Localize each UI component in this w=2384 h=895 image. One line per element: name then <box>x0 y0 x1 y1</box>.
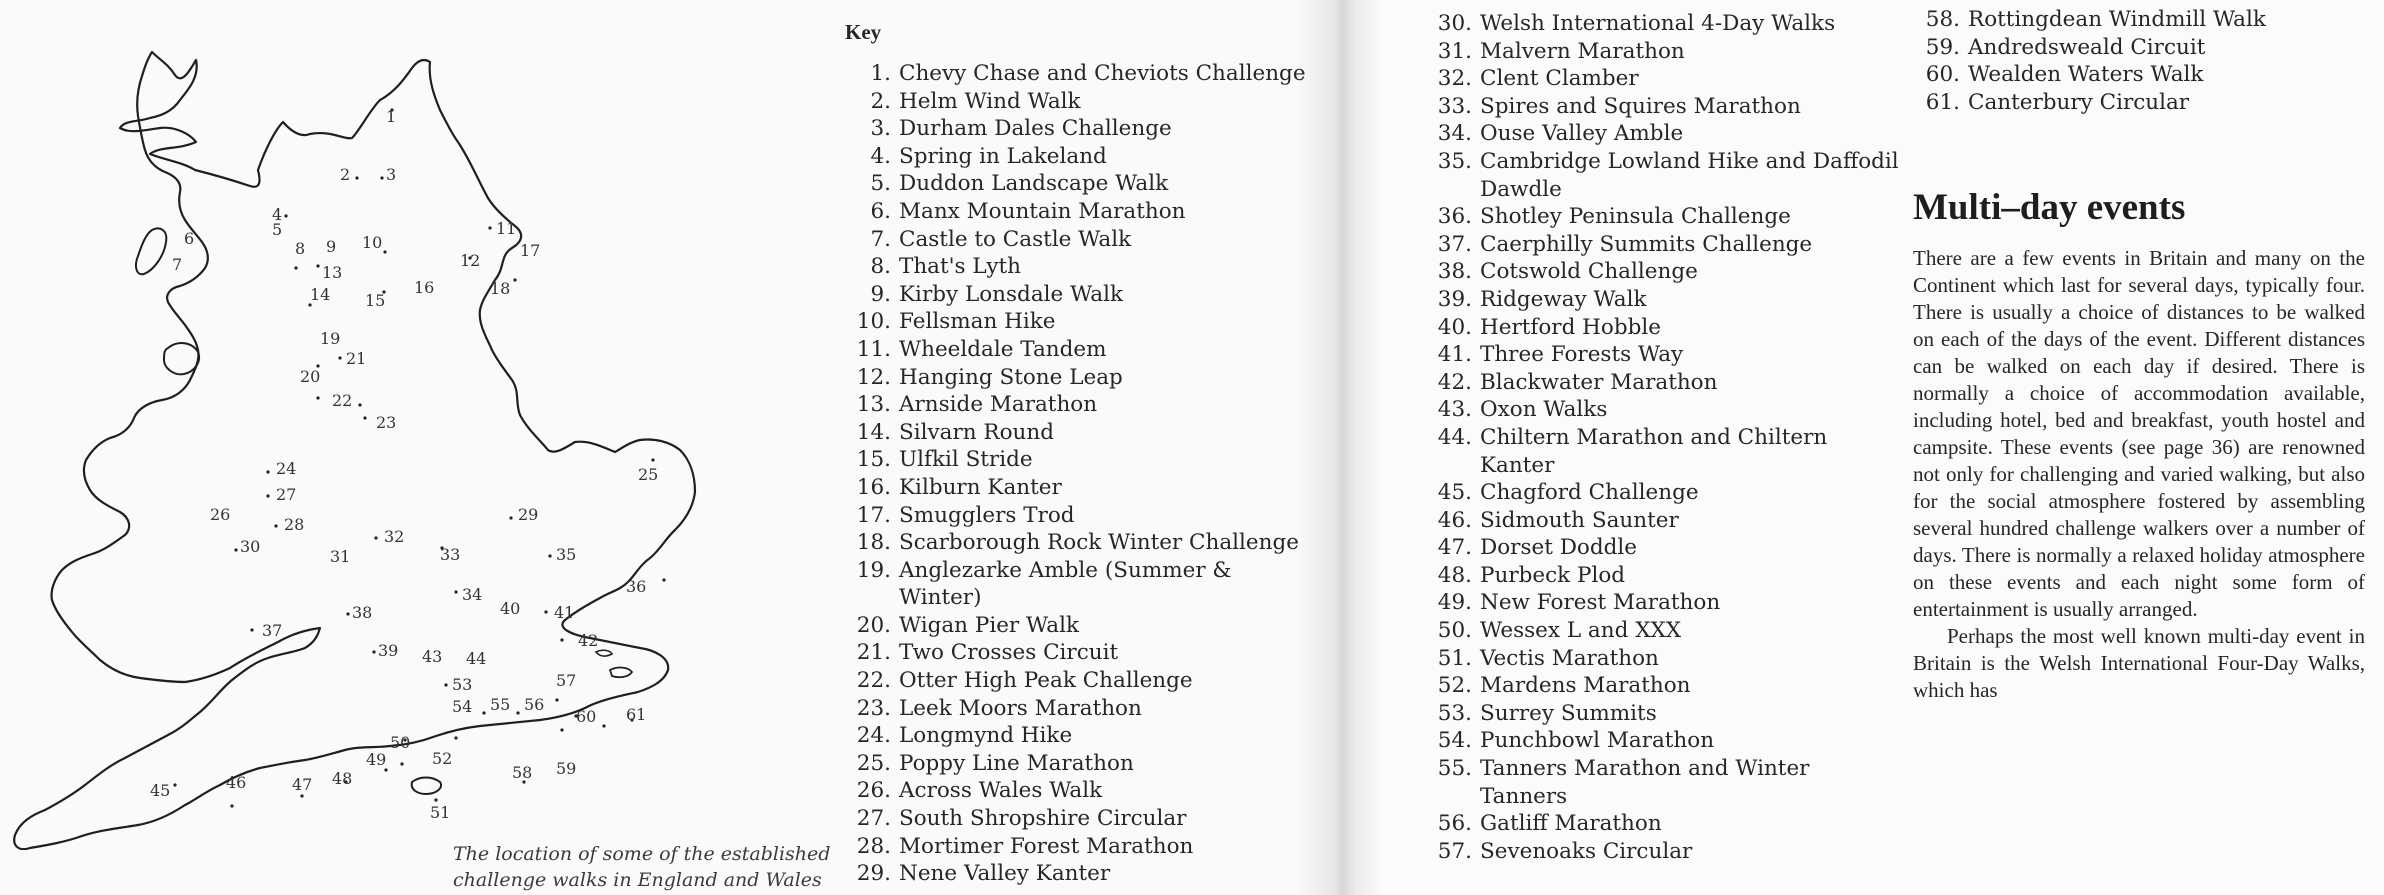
key-item <box>1423 65 1903 93</box>
map-label-49: 49 <box>366 750 387 769</box>
key-item-name: Ulfkil Stride <box>899 447 1033 473</box>
key-item <box>1423 672 1903 700</box>
map-label-23: 23 <box>376 413 397 432</box>
key-item <box>1423 534 1903 562</box>
key-item-number: 34. <box>1437 121 1472 147</box>
map-label-58: 58 <box>512 763 533 782</box>
key-item-number: 56. <box>1437 811 1472 837</box>
key-item-number: 11. <box>856 336 891 362</box>
key-item <box>842 88 1312 116</box>
map-label-5: 5 <box>272 220 283 239</box>
key-item <box>842 722 1312 750</box>
map-label-30: 30 <box>240 537 261 556</box>
map-label-31: 31 <box>330 547 351 566</box>
key-item <box>842 777 1312 805</box>
map-label-4: 4 <box>272 205 283 224</box>
key-item-number: 44. <box>1437 424 1472 450</box>
key-item-name: Purbeck Plod <box>1480 562 1626 588</box>
key-item-number: 5. <box>870 171 891 197</box>
key-item-number: 46. <box>1437 507 1472 533</box>
map-label-54: 54 <box>452 697 473 716</box>
key-item-name: Surrey Summits <box>1480 700 1657 726</box>
key-item <box>1423 38 1903 66</box>
key-item-number: 18. <box>856 530 891 556</box>
key-item <box>1911 89 2381 117</box>
key-item-name: Nene Valley Kanter <box>899 861 1111 887</box>
key-item-number: 31. <box>1437 38 1472 64</box>
key-item-name: Castle to Castle Walk <box>899 226 1132 252</box>
key-item-number: 45. <box>1437 480 1472 506</box>
key-item-number: 25. <box>856 750 891 776</box>
map-label-2: 2 <box>340 165 351 184</box>
map-label-32: 32 <box>384 527 405 546</box>
key-item-number: 57. <box>1437 838 1472 864</box>
key-item-name: Arnside Marathon <box>899 392 1098 418</box>
key-item <box>842 143 1312 171</box>
key-item-number: 47. <box>1437 535 1472 561</box>
key-item-name: Wheeldale Tandem <box>899 336 1107 362</box>
key-item-name: Durham Dales Challenge <box>899 116 1172 142</box>
england-wales-map <box>0 30 840 850</box>
key-item-number: 43. <box>1437 397 1472 423</box>
key-item-number: 8. <box>870 254 891 280</box>
map-label-44: 44 <box>466 649 487 668</box>
key-item-name: Punchbowl Marathon <box>1480 728 1715 754</box>
map-label-36: 36 <box>626 577 647 596</box>
key-item-name: Tanners Marathon and Winter Tanners <box>1480 756 1810 809</box>
key-item-name: Sevenoaks Circular <box>1480 838 1693 864</box>
key-item-name: Spring in Lakeland <box>899 143 1107 169</box>
isle-of-man <box>136 229 166 275</box>
key-item-number: 33. <box>1437 93 1472 119</box>
key-item <box>842 198 1312 226</box>
key-item-name: Shotley Peninsula Challenge <box>1480 204 1791 230</box>
map-label-60: 60 <box>576 707 597 726</box>
key-item-name: Caerphilly Summits Challenge <box>1480 231 1813 257</box>
map-label-38: 38 <box>352 603 373 622</box>
key-item-number: 6. <box>870 198 891 224</box>
map-label-56: 56 <box>524 695 545 714</box>
key-item-name: Oxon Walks <box>1480 397 1608 423</box>
key-item-number: 26. <box>856 778 891 804</box>
key-item-name: Silvarn Round <box>899 419 1054 445</box>
map-label-40: 40 <box>500 599 521 618</box>
map-label-10: 10 <box>362 233 383 252</box>
key-item <box>842 557 1312 612</box>
key-item-number: 27. <box>856 806 891 832</box>
key-item-name: Welsh International 4-Day Walks <box>1480 11 1836 36</box>
map-label-26: 26 <box>210 505 231 524</box>
key-item-number: 2. <box>870 88 891 114</box>
map-label-45: 45 <box>150 781 171 800</box>
map-label-59: 59 <box>556 759 577 778</box>
key-item-name: Across Wales Walk <box>899 778 1103 804</box>
key-item <box>842 667 1312 695</box>
key-item <box>842 253 1312 281</box>
section-title: Multi–day events <box>1913 187 2186 228</box>
key-item <box>1911 61 2381 89</box>
key-item-name: Malvern Marathon <box>1480 38 1685 64</box>
key-item-name: Clent Clamber <box>1480 66 1639 92</box>
key-item <box>842 336 1312 364</box>
isle-of-wight <box>412 778 441 795</box>
map-label-28: 28 <box>284 515 305 534</box>
map-label-25: 25 <box>638 465 659 484</box>
key-item <box>842 364 1312 392</box>
map-label-46: 46 <box>226 773 247 792</box>
anglesey <box>164 343 199 374</box>
key-item-number: 60. <box>1925 62 1960 88</box>
key-item-name: Wealden Waters Walk <box>1968 62 2204 88</box>
key-item <box>842 60 1312 88</box>
key-item-name: Kilburn Kanter <box>899 474 1062 500</box>
key-item <box>1423 617 1903 645</box>
map-svg <box>0 30 840 850</box>
map-label-21: 21 <box>346 349 367 368</box>
key-item-number: 49. <box>1437 590 1472 616</box>
map-label-53: 53 <box>452 675 473 694</box>
map-label-34: 34 <box>462 585 483 604</box>
key-item-number: 53. <box>1437 700 1472 726</box>
key-item-number: 21. <box>856 640 891 666</box>
key-item-name: Chevy Chase and Cheviots Challenge <box>899 61 1306 86</box>
key-item <box>842 502 1312 530</box>
map-label-6: 6 <box>184 229 195 248</box>
map-label-22: 22 <box>332 391 353 410</box>
book-gutter <box>1300 0 1380 895</box>
map-label-61: 61 <box>626 705 647 724</box>
key-item-name: Sidmouth Saunter <box>1480 507 1679 533</box>
key-item-number: 41. <box>1437 342 1472 368</box>
key-item <box>842 391 1312 419</box>
key-item-name: Chagford Challenge <box>1480 480 1699 506</box>
map-label-52: 52 <box>432 749 453 768</box>
key-item-name: South Shropshire Circular <box>899 806 1187 832</box>
location-dots <box>173 108 665 807</box>
key-item-name: Spires and Squires Marathon <box>1480 93 1801 119</box>
key-item-name: Cotswold Challenge <box>1480 259 1698 285</box>
key-item-name: Gatliff Marathon <box>1480 811 1662 837</box>
key-item <box>1423 120 1903 148</box>
key-item <box>1423 314 1903 342</box>
key-item <box>842 860 1312 888</box>
map-label-27: 27 <box>276 485 297 504</box>
mainland-coastline <box>14 52 695 849</box>
key-item <box>842 639 1312 667</box>
key-item <box>1423 10 1903 38</box>
key-item <box>1423 258 1903 286</box>
key-item-name: Dorset Doddle <box>1480 535 1637 561</box>
key-item-number: 10. <box>856 309 891 335</box>
key-item-name: Duddon Landscape Walk <box>899 171 1169 197</box>
key-item-number: 37. <box>1437 231 1472 257</box>
key-item <box>1423 645 1903 673</box>
map-label-15: 15 <box>365 291 386 310</box>
key-item-number: 20. <box>856 612 891 638</box>
map-label-33: 33 <box>440 545 461 564</box>
key-item <box>1423 424 1903 479</box>
key-item-number: 12. <box>856 364 891 390</box>
key-item <box>1423 93 1903 121</box>
sheppey <box>610 668 632 678</box>
key-item-number: 24. <box>856 723 891 749</box>
key-item-number: 3. <box>870 116 891 142</box>
key-item-name: Three Forests Way <box>1480 342 1684 368</box>
map-label-8: 8 <box>295 239 306 258</box>
key-item-name: Ridgeway Walk <box>1480 286 1647 312</box>
key-item-number: 1. <box>870 61 891 86</box>
key-item-number: 58. <box>1925 7 1960 32</box>
key-item <box>842 226 1312 254</box>
caption-line-2: challenge walks in England and Wales <box>453 869 822 891</box>
key-item-name: Helm Wind Walk <box>899 88 1081 114</box>
key-item-number: 30. <box>1437 11 1472 36</box>
map-label-37: 37 <box>262 621 283 640</box>
key-item-name: Longmynd Hike <box>899 723 1073 749</box>
key-item-name: Mardens Marathon <box>1480 673 1691 699</box>
key-item-name: Manx Mountain Marathon <box>899 198 1186 224</box>
key-item-name: Wessex L and XXX <box>1480 618 1682 644</box>
key-item <box>1911 6 2381 34</box>
key-item-name: Two Crosses Circuit <box>899 640 1119 666</box>
key-item <box>842 308 1312 336</box>
map-label-1: 1 <box>386 107 397 126</box>
key-item <box>842 529 1312 557</box>
map-label-12: 12 <box>460 251 481 270</box>
key-item <box>1423 589 1903 617</box>
key-item <box>842 612 1312 640</box>
key-item <box>842 281 1312 309</box>
key-item-number: 35. <box>1437 148 1472 174</box>
key-list-column-1 <box>842 60 1312 888</box>
key-item-name: Poppy Line Marathon <box>899 750 1134 776</box>
key-item-name: Fellsman Hike <box>899 309 1056 335</box>
map-label-7: 7 <box>172 255 183 274</box>
key-item-number: 61. <box>1925 89 1960 115</box>
map-label-17: 17 <box>520 241 541 260</box>
key-item <box>1423 369 1903 397</box>
map-label-42: 42 <box>578 631 599 650</box>
map-label-24: 24 <box>276 459 297 478</box>
key-item-number: 19. <box>856 557 891 583</box>
key-item-name: Anglezarke Amble (Summer & Winter) <box>899 557 1232 611</box>
key-item-name: Blackwater Marathon <box>1480 369 1718 395</box>
key-item-name: Hanging Stone Leap <box>899 364 1123 390</box>
key-item-number: 48. <box>1437 562 1472 588</box>
key-item-name: Andredsweald Circuit <box>1968 34 2206 60</box>
map-label-48: 48 <box>332 769 353 788</box>
key-item-name: Otter High Peak Challenge <box>899 668 1193 694</box>
map-label-3: 3 <box>386 165 397 184</box>
key-item-name: Chiltern Marathon and Chiltern Kanter <box>1480 424 1828 478</box>
key-item-name: Wigan Pier Walk <box>899 612 1079 638</box>
key-item <box>1423 479 1903 507</box>
key-item <box>842 805 1312 833</box>
key-item-name: Vectis Marathon <box>1480 645 1659 671</box>
map-label-16: 16 <box>414 278 435 297</box>
key-item-number: 51. <box>1437 645 1472 671</box>
map-label-9: 9 <box>326 237 337 256</box>
key-item <box>842 419 1312 447</box>
key-item <box>1423 507 1903 535</box>
map-label-13: 13 <box>322 263 343 282</box>
map-label-55: 55 <box>490 695 511 714</box>
key-item <box>1423 700 1903 728</box>
key-heading: Key <box>845 20 882 44</box>
map-label-29: 29 <box>518 505 539 524</box>
key-item-name: Scarborough Rock Winter Challenge <box>899 530 1299 556</box>
key-item-number: 13. <box>856 392 891 418</box>
key-item <box>1423 148 1903 203</box>
key-item-name: Hertford Hobble <box>1480 314 1661 340</box>
key-item <box>1423 755 1903 810</box>
key-item <box>842 695 1312 723</box>
body-text <box>1913 245 2365 704</box>
paragraph-1: There are a few events in Britain and many on the Continent which last for several days, typically four. There is usually a choice of distances to be walked on each of the days of the event. Different distances can be walked on each day if desired. There is normally a choice of accommodation available, including hotel, bed and breakfast, youth hostel and campsite. These events (see page 36) are renowned not only for challenging and varied walking, but also for the social atmosphere fostered by assembling several hundred challenge walkers over a number of days. There is normally a relaxed holiday atmosphere on these events and each night some form of entertainment is usually arranged. <box>1913 246 2365 621</box>
key-item-number: 42. <box>1437 369 1472 395</box>
key-item <box>1423 838 1903 866</box>
key-item-name: New Forest Marathon <box>1480 590 1721 616</box>
key-item <box>842 750 1312 778</box>
map-label-51: 51 <box>430 803 451 822</box>
key-item-number: 54. <box>1437 728 1472 754</box>
key-item-number: 29. <box>856 861 891 887</box>
key-item-number: 39. <box>1437 286 1472 312</box>
key-item-number: 36. <box>1437 204 1472 230</box>
key-item <box>842 833 1312 861</box>
key-item-name: Leek Moors Marathon <box>899 695 1142 721</box>
key-item-number: 40. <box>1437 314 1472 340</box>
key-item <box>1911 34 2381 62</box>
key-item-name: That's Lyth <box>899 254 1021 280</box>
canvey <box>596 650 612 656</box>
map-label-43: 43 <box>422 647 443 666</box>
key-item-number: 22. <box>856 668 891 694</box>
caption-line-1: The location of some of the established <box>453 843 831 865</box>
key-item <box>842 170 1312 198</box>
key-list-column-3 <box>1911 6 2381 116</box>
key-item-number: 15. <box>856 447 891 473</box>
key-item-name: Canterbury Circular <box>1968 89 2190 115</box>
map-label-39: 39 <box>378 641 399 660</box>
paragraph-2: Perhaps the most well known multi-day event in Britain is the Welsh International Four-Day Walks, which has <box>1913 624 2365 702</box>
key-item-name: Rottingdean Windmill Walk <box>1968 7 2266 32</box>
key-item <box>842 474 1312 502</box>
key-item-number: 7. <box>870 226 891 252</box>
key-item <box>1423 341 1903 369</box>
key-item-name: Kirby Lonsdale Walk <box>899 281 1124 307</box>
map-label-41: 41 <box>554 603 575 622</box>
key-item-name: Ouse Valley Amble <box>1480 121 1684 147</box>
key-item <box>1423 286 1903 314</box>
key-item <box>1423 231 1903 259</box>
key-item <box>1423 203 1903 231</box>
key-list-column-2 <box>1423 10 1903 865</box>
map-label-47: 47 <box>292 775 313 794</box>
key-item-number: 52. <box>1437 673 1472 699</box>
key-item <box>1423 396 1903 424</box>
map-label-14: 14 <box>310 285 331 304</box>
key-item <box>1423 562 1903 590</box>
key-item-name: Smugglers Trod <box>899 502 1075 528</box>
map-label-18: 18 <box>490 279 511 298</box>
key-item-number: 28. <box>856 833 891 859</box>
map-label-35: 35 <box>556 545 577 564</box>
map-label-57: 57 <box>556 671 577 690</box>
key-item-number: 17. <box>856 502 891 528</box>
map-label-20: 20 <box>300 367 321 386</box>
key-item-number: 4. <box>870 143 891 169</box>
key-item <box>1423 810 1903 838</box>
key-item <box>1423 727 1903 755</box>
key-item <box>842 115 1312 143</box>
map-label-19: 19 <box>320 329 341 348</box>
key-item-number: 23. <box>856 695 891 721</box>
key-item-name: Cambridge Lowland Hike and Daffodil Dawdle <box>1480 148 1899 202</box>
key-item-number: 14. <box>856 419 891 445</box>
key-item <box>842 446 1312 474</box>
map-label-11: 11 <box>496 219 517 238</box>
key-item-number: 50. <box>1437 618 1472 644</box>
key-item-number: 9. <box>870 281 891 307</box>
key-item-number: 59. <box>1925 34 1960 60</box>
key-item-number: 32. <box>1437 66 1472 92</box>
key-item-number: 55. <box>1437 756 1472 782</box>
key-item-name: Mortimer Forest Marathon <box>899 833 1194 859</box>
key-item-number: 38. <box>1437 259 1472 285</box>
key-item-number: 16. <box>856 474 891 500</box>
map-label-50: 50 <box>390 733 411 752</box>
